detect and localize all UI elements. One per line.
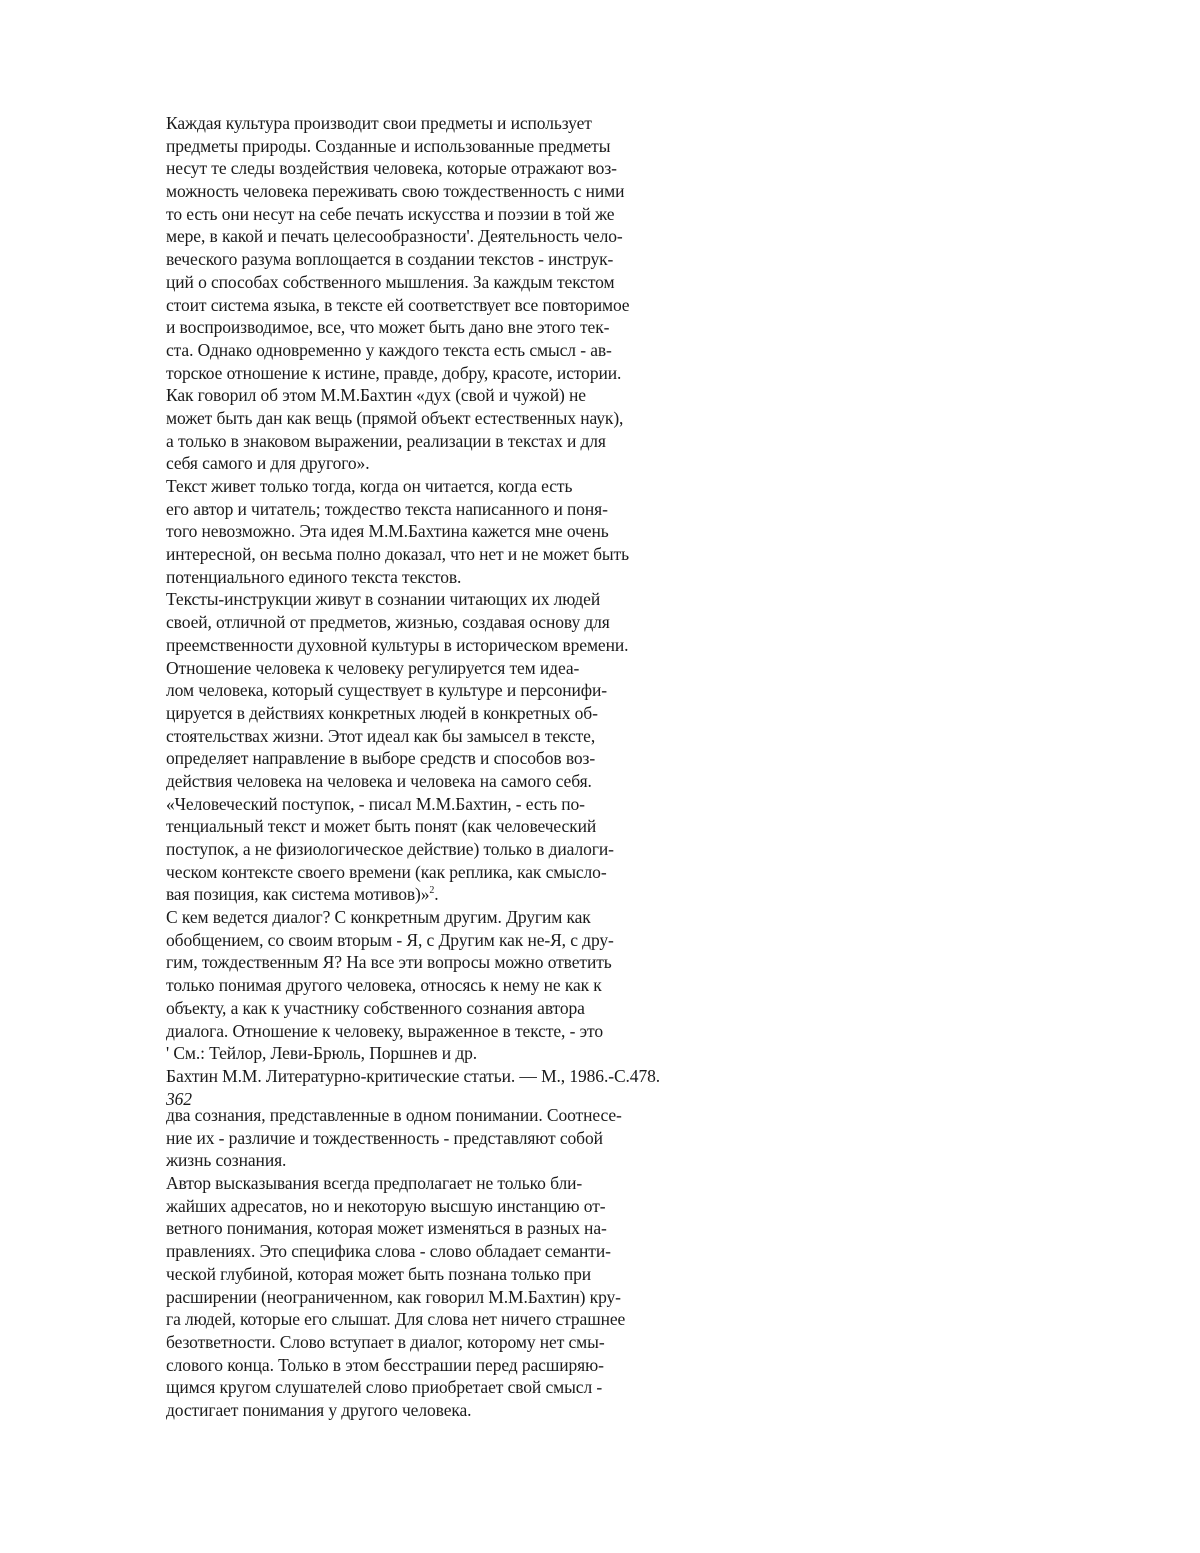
text-line-with-footnote bbox=[166, 883, 746, 906]
text-line: того невозможно. Эта идея М.М.Бахтина кажется мне очень bbox=[166, 521, 609, 542]
text-line: ческом контексте своего времени (как реплика, как смысло- bbox=[166, 861, 607, 882]
text-line: безответности. Слово вступает в диалог, которому нет смы- bbox=[166, 1331, 605, 1352]
text-line: то есть они несут на себе печать искусства и поэзии в той же bbox=[166, 203, 615, 224]
text-line: поступок, а не физиологическое действие) только в диалоги- bbox=[166, 839, 614, 859]
text-line: а только в знаковом выражении, реализации в текстах и для bbox=[166, 430, 606, 451]
text-line: слового конца. Только в этом бесстрашии перед расширяю- bbox=[166, 1354, 604, 1375]
text-line: определяет направление в выборе средств и способов воз- bbox=[166, 748, 596, 769]
text-line: С кем ведется диалог? С конкретным другим. Другим как bbox=[166, 907, 591, 928]
text-line: диалога. Отношение к человеку, выраженное в тексте, - это bbox=[166, 1020, 603, 1041]
text-line: действия человека на человека и человека на самого себя. bbox=[166, 770, 592, 791]
text-line: торское отношение к истине, правде, добру, красоте, истории. bbox=[166, 362, 622, 383]
footnote-1: ' См.: Тейлор, Леви-Брюль, Поршнев и др. bbox=[166, 1043, 478, 1064]
text-line: потенциального единого текста текстов. bbox=[166, 566, 462, 587]
text-line: достигает понимания у другого человека. bbox=[166, 1399, 472, 1420]
text-line: тенциальный текст и может быть понят (как человеческий bbox=[166, 816, 597, 837]
text-line: Как говорил об этом М.М.Бахтин «дух (свой и чужой) не bbox=[166, 385, 586, 406]
footnote-marker: 2 bbox=[429, 885, 435, 897]
text-line: га людей, которые его слышат. Для слова нет ничего страшнее bbox=[166, 1309, 626, 1330]
text-line: ций о способах собственного мышления. За каждым текстом bbox=[166, 271, 615, 292]
footnote-suffix: . bbox=[434, 884, 439, 905]
text-line: жайших адресатов, но и некоторую высшую инстанцию от- bbox=[166, 1195, 606, 1216]
text-line: преемственности духовной культуры в историческом времени. bbox=[166, 634, 629, 655]
page-number: 362 bbox=[166, 1088, 192, 1109]
text-line-content: вая позиция, как система мотивов)» bbox=[166, 884, 430, 905]
footnote-2: Бахтин М.М. Литературно-критические статьи. — М., 1986.-С.478. bbox=[166, 1065, 661, 1086]
text-line: ветного понимания, которая может изменяться в разных на- bbox=[166, 1218, 607, 1239]
text-line: несут те следы воздействия человека, которые отражают воз- bbox=[166, 158, 617, 179]
text-line: Отношение человека к человеку регулируется тем идеа- bbox=[166, 657, 580, 678]
text-line: Тексты-инструкции живут в сознании читающих их людей bbox=[166, 589, 601, 610]
continued-text-block bbox=[166, 1104, 746, 1422]
text-line: своей, отличной от предметов, жизнью, создавая основу для bbox=[166, 612, 610, 633]
text-line: два сознания, представленные в одном понимании. Соотнесе- bbox=[166, 1105, 622, 1125]
text-line: себя самого и для другого». bbox=[166, 453, 370, 474]
text-line: предметы природы. Созданные и использованные предметы bbox=[166, 135, 611, 156]
text-line: интересной, он весьма полно доказал, что нет и не может быть bbox=[166, 544, 629, 565]
text-line: веческого разума воплощается в создании текстов - инструк- bbox=[166, 249, 614, 270]
text-line: лом человека, который существует в культуре и персонифи- bbox=[166, 680, 608, 701]
text-line: Автор высказывания всегда предполагает не только бли- bbox=[166, 1173, 583, 1194]
text-line: «Человеческий поступок, - писал М.М.Бахтин, - есть по- bbox=[166, 793, 585, 814]
text-line: жизнь сознания. bbox=[166, 1150, 287, 1171]
text-line: и воспроизводимое, все, что может быть дано вне этого тек- bbox=[166, 317, 610, 338]
text-line: стоятельствах жизни. Этот идеал как бы замысел в тексте, bbox=[166, 725, 596, 746]
text-line: его автор и читатель; тождество текста написанного и поня- bbox=[166, 498, 608, 519]
text-line: ческой глубиной, которая может быть познана только при bbox=[166, 1263, 591, 1284]
text-line: только понимая другого человека, относясь к нему не как к bbox=[166, 975, 602, 996]
text-line: можность человека переживать свою тождественность с ними bbox=[166, 181, 625, 202]
text-line: обобщением, со своим вторым - Я, с Другим как не-Я, с дру- bbox=[166, 929, 614, 950]
text-line: может быть дан как вещь (прямой объект естественных наук), bbox=[166, 407, 624, 428]
text-line: объекту, а как к участнику собственного сознания автора bbox=[166, 997, 585, 1018]
text-line: мере, в какой и печать целесообразности'. Деятельность чело- bbox=[166, 226, 623, 247]
text-line: гим, тождественным Я? На все эти вопросы можно ответить bbox=[166, 952, 612, 973]
text-line: Текст живет только тогда, когда он читается, когда есть bbox=[166, 476, 573, 496]
text-line: правлениях. Это специфика слова - слово обладает семанти- bbox=[166, 1241, 611, 1262]
text-line: ста. Однако одновременно у каждого текста есть смысл - ав- bbox=[166, 339, 612, 360]
text-line: щимся кругом слушателей слово приобретает свой смысл - bbox=[166, 1377, 603, 1398]
text-line: ние их - различие и тождественность - представляют собой bbox=[166, 1127, 603, 1148]
text-line: цируется в действиях конкретных людей в конкретных об- bbox=[166, 702, 598, 723]
text-line: Каждая культура производит свои предметы и использует bbox=[166, 113, 592, 133]
text-line: стоит система языка, в тексте ей соответствует все повторимое bbox=[166, 294, 630, 315]
main-text-block bbox=[166, 112, 746, 1110]
text-line: расширении (неограниченном, как говорил М.М.Бахтин) кру- bbox=[166, 1286, 621, 1307]
